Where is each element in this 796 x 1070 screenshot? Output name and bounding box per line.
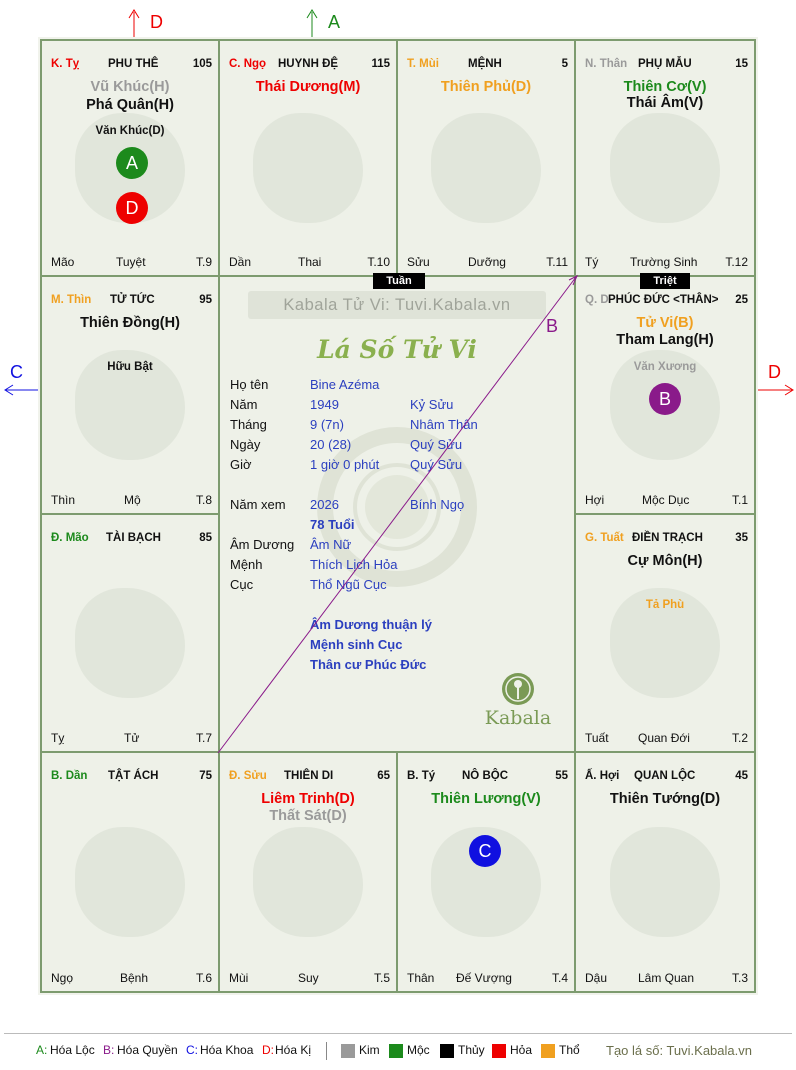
info-label: Giờ [230,457,252,472]
info-value: 2026 [310,497,339,512]
major-star: Thiên Tướng(D) [609,791,721,807]
palace-bottom-left: Tuất [585,731,609,745]
tho-swatch-icon [541,1044,555,1058]
palace-bottom-left: Tý [585,255,599,269]
legend-hoa: Hỏa [510,1043,533,1057]
legend-b-key: B: [103,1043,115,1057]
palace-name: MỆNH [468,58,502,70]
palace-can: N. Thân [585,58,628,70]
minor-star: Văn Khúc(D) [95,125,165,137]
palace-number: 55 [555,770,568,782]
hoa-loc-icon: A [116,147,148,179]
palace-can: Đ. Sửu [229,770,267,782]
palace-number: 65 [377,770,390,782]
palace-bottom-right: T.9 [195,255,212,269]
palace-bottom-center: Mộc Dục [642,493,690,507]
legend-kim: Kim [359,1043,380,1057]
palace-name: QUAN LỘC [634,770,696,782]
palace-bottom-left: Hợi [585,493,605,507]
palace-number: 45 [735,770,748,782]
info-value: 1 giờ 0 phút [310,457,380,472]
palace-name: NÔ BỘC [462,770,508,782]
chart-diagonal-line [38,37,758,995]
legend-d-text: Hóa Kị [275,1043,312,1057]
palace-name: TỬ TỨC [110,294,155,306]
palace-bottom-right: T.10 [367,255,390,269]
minor-star: Văn Xương [633,361,697,373]
palace-can: Q. D [585,294,609,306]
watermark-text: Kabala Tử Vi: Tuvi.Kabala.vn [283,296,511,314]
palace-bottom-center: Quan Đới [638,731,690,745]
info-value: Thổ Ngũ Cục [310,577,387,592]
palace-name: PHU THÊ [108,58,159,70]
label-top-d: D [150,12,163,32]
palace-bottom-center: Đế Vượng [456,971,512,985]
palace-bottom-right: T.8 [195,493,212,507]
major-star: Tử Vi(B) [636,315,694,331]
palace-number: 5 [561,58,568,70]
info-extra: Kỷ Sửu [410,397,454,412]
palace-bottom-left: Thìn [51,493,76,507]
palace-bottom-center: Lâm Quan [638,971,695,985]
legend-d-key: D: [262,1043,274,1057]
palace-can: Ấ. Hợi [585,770,620,782]
palace-name: PHỤ MẪU [638,58,692,70]
major-star: Thiên Phủ(D) [440,79,532,95]
palace-bottom-right: T.12 [725,255,748,269]
info-value: Bine Azéma [310,377,380,392]
info-extra: Bính Ngọ [410,497,465,512]
info-extra: Nhâm Thân [410,417,478,432]
hoa-ki-icon: D [116,192,148,224]
note: Thân cư Phúc Đức [310,657,427,672]
hoa-khoa-icon: C [469,835,501,867]
tuan-tag: Tuần [373,273,425,289]
palace-bottom-right: T.4 [551,971,568,985]
palace-number: 95 [199,294,212,306]
palace-bottom-center: Tuyệt [116,255,146,269]
major-star: Phá Quân(H) [86,97,174,113]
palace-bottom-center: Trường Sinh [630,255,698,269]
palace-name: PHÚC ĐỨC <THÂN> [608,294,719,306]
kim-swatch-icon [341,1044,355,1058]
palace-bottom-left: Dậu [585,971,608,985]
palace-name: ĐIỀN TRẠCH [632,532,703,544]
info-value: 20 (28) [310,437,352,452]
tu-vi-chart [38,37,758,995]
palace-name: HUYNH ĐỆ [278,58,339,70]
info-extra: Quý Sửu [410,437,463,452]
palace-bottom-right: T.2 [731,731,748,745]
palace-bottom-left: Ngọ [51,971,74,985]
moc-swatch-icon [389,1044,403,1058]
info-label: Ngày [230,437,261,452]
palace-bottom-center: Dưỡng [468,255,506,269]
palace-bottom-left: Mão [51,255,75,269]
major-star: Thất Sát(D) [269,808,347,824]
palace-bottom-right: T.11 [546,255,568,269]
palace-bottom-right: T.3 [731,971,748,985]
palace-number: 85 [199,532,212,544]
palace-bottom-center: Thai [298,255,322,269]
palace-bottom-left: Sửu [407,255,430,269]
palace-can: Đ. Mão [51,532,89,544]
palace-bottom-left: Dần [229,255,252,269]
info-label: Năm xem [230,497,286,512]
palace-bottom-left: Mùi [229,971,249,985]
legend-tho: Thổ [559,1043,580,1057]
major-star: Cự Môn(H) [627,553,703,569]
palace-number: 115 [371,58,390,70]
palace-name: THIÊN DI [284,770,334,782]
palace-number: 105 [192,58,212,70]
info-label: Mệnh [230,557,263,572]
note: Mệnh sinh Cục [310,637,403,652]
info-label: Âm Dương [230,537,295,552]
palace-name: TÀI BẠCH [106,532,161,544]
major-star: Thái Dương(M) [255,79,361,95]
palace-bottom-center: Bệnh [120,971,149,985]
legend-a-text: Hóa Lộc [50,1043,95,1057]
palace-can: M. Thìn [51,294,92,306]
info-label: Tháng [230,417,267,432]
minor-star: Tả Phù [645,599,685,611]
major-star: Tham Lang(H) [616,332,714,348]
palace-bottom-right: T.5 [373,971,390,985]
palace-can: T. Mùi [407,58,439,70]
palace-bottom-right: T.6 [195,971,212,985]
palace-number: 25 [735,294,748,306]
major-star: Thiên Lương(V) [431,791,541,807]
palace-bottom-left: Tỵ [51,731,65,745]
label-right-d: D [768,362,781,382]
palace-bottom-right: T.7 [195,731,212,745]
legend-b-text: Hóa Quyền [117,1043,178,1057]
hoa-swatch-icon [492,1044,506,1058]
legend-moc: Mộc [407,1043,430,1057]
major-star: Thiên Đồng(H) [80,315,180,331]
major-star: Vũ Khúc(H) [90,79,170,95]
palace-name: TẬT ÁCH [108,770,159,782]
palace-bottom-right: T.1 [731,493,748,507]
legend-a-key: A: [36,1043,48,1057]
info-value: Âm Nữ [310,537,352,552]
info-value: 9 (7n) [310,417,344,432]
minor-star: Hữu Bật [107,361,153,373]
info-extra: Quý Sửu [410,457,463,472]
kabala-brand: Kabala [484,707,552,729]
info-label: Năm [230,397,258,412]
chart-title: Lá Số Tử Vi [317,335,477,364]
info-label: Họ tên [230,377,269,392]
label-diag-b: B [546,316,559,336]
legend-c-text: Hóa Khoa [200,1043,254,1057]
legend-c-key: C: [186,1043,198,1057]
palace-number: 75 [199,770,212,782]
palace-can: G. Tuất [585,532,624,544]
major-star: Thái Âm(V) [626,95,704,111]
info-label: Cục [230,577,254,592]
note: Âm Dương thuận lý [310,617,432,632]
site-credit: Tạo lá số: Tuvi.Kabala.vn [606,1043,752,1058]
major-star: Thiên Cơ(V) [623,79,707,95]
footer-divider [4,1033,792,1034]
label-top-a: A [328,12,341,32]
palace-can: B. Tý [407,770,436,782]
label-left-c: C [10,362,23,382]
palace-number: 15 [735,58,748,70]
palace-bottom-left: Thân [407,971,435,985]
palace-can: B. Dần [51,770,88,782]
palace-can: C. Ngọ [229,58,267,70]
thuy-swatch-icon [440,1044,454,1058]
info-value: 1949 [310,397,339,412]
palace-number: 35 [735,532,748,544]
info-value: Thích Lịch Hỏa [310,557,398,572]
palace-bottom-center: Mộ [124,493,141,507]
palace-bottom-center: Tử [124,731,140,745]
palace-bottom-center: Suy [298,971,319,985]
legend-thuy: Thủy [458,1043,485,1057]
legend-separator [326,1042,327,1060]
triet-tag: Triệt [640,273,690,289]
major-star: Liêm Trinh(D) [261,791,355,807]
hoa-quyen-icon: B [649,383,681,415]
age-value: 78 Tuổi [310,517,355,532]
palace-can: K. Tỵ [51,58,80,70]
